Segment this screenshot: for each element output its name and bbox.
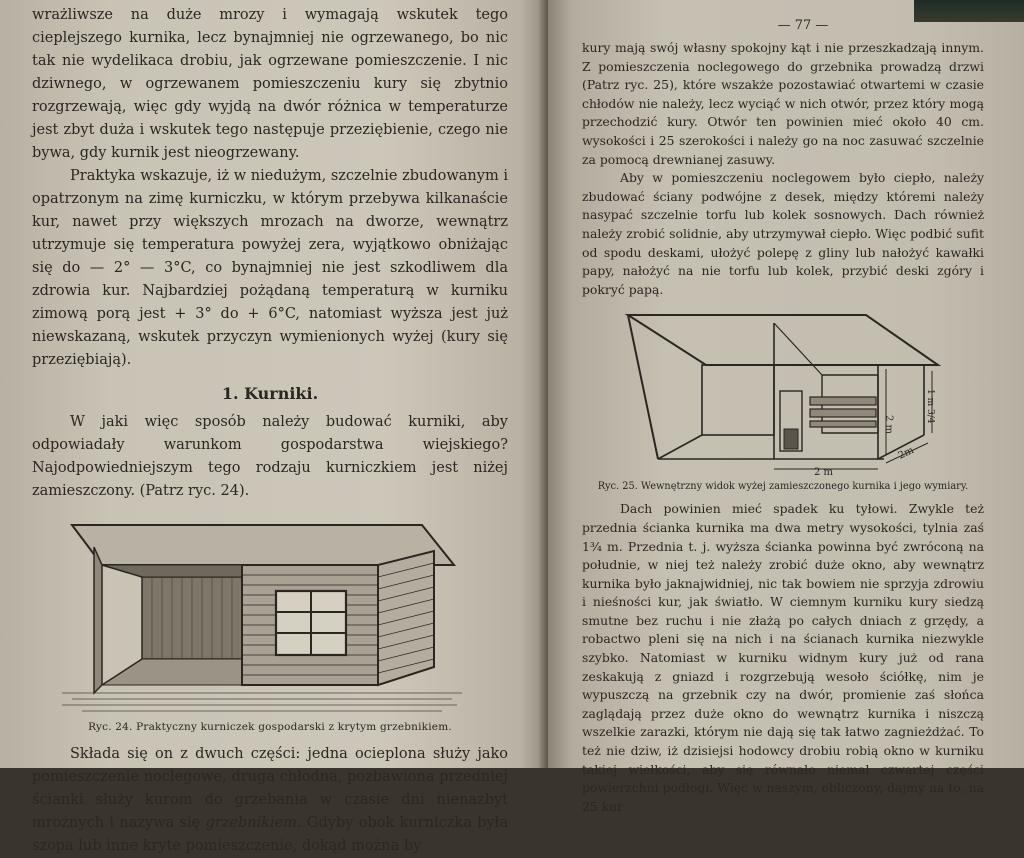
section-heading: 1. Kurniki. bbox=[221, 384, 319, 403]
dimension-label-depth: 2m bbox=[896, 445, 916, 463]
henhouse-interior-diagram bbox=[624, 309, 954, 477]
dimension-label-height: 1 m 3/4 bbox=[925, 389, 935, 424]
background-corner bbox=[914, 0, 1024, 22]
henhouse-exterior-illustration bbox=[62, 517, 472, 717]
emphasized-term: grzebnikiem. bbox=[205, 815, 302, 831]
paragraph: Aby w pomieszczeniu noclegowem było ciepło, należy zbudować ściany podwójne z desek, między któremi należy nasypać szczelnie torfu lub kolek sosnowych. Dach również należy zrobić solidnie, aby utrzymywał ciepło. Więc podbić sufit od spodu deskami, ułożyć polepę z gliny lub nałożyć kawałki papy, nałożyć na nie torfu lub kolek, przybić deski zgóry i pokryć papą. bbox=[582, 170, 984, 297]
paragraph: Dach powinien mieć spadek ku tyłowi. Zwykle też przednia ścianka kurnika ma dwa metry wysokości, tylnia zaś 1¾ m. Przednia t. j. wyższa ścianka powinna być zwróconą na południe, w niej też należy zrobić duże okno, aby wewnątrz kurnika było jaknajwidniej, nic tak bowiem nie sprzyja zdrowiu i nieśności kur, jak światło. W ciemnym kurniku kury siedzą smutne bez ruchu i nie złażą po całych dniach z grzędy, a robactwo pleni się na nich i na ścianach kurnika niezwykle szybko. Natomiast w kurniku widnym kury już od rana zeskakują z gniazd i rozgrzebują wesoło ściółkę, nim je wypuszczą na grzebnik czy na dwór, promienie zaś słońca zaglądają przez duże okno do wewnątrz kurnika i niszczą wszelkie zarazki, którym nie dają się tak łatwo zagnieżdżać. To też nie dziw, iż dzisiejsi hodowcy drobiu robią okno w kurniku takiej wielkości, aby się równało niemal czwartej części powierzchni podłogi. Więc w naszym, obliczony, dajmy na to, na 25 kur bbox=[582, 501, 984, 814]
paragraph bbox=[32, 743, 508, 858]
paragraph: Praktyka wskazuje, iż w niedużym, szczelnie zbudowanym i opatrzonym na zimę kurniczku, w którym przebywa kilkanaście kur, nawet przy większych mrozach na dworze, wewnątrz utrzymuje się temperatura powyżej zera, wyjątkowo obniżając się do — 2° — 3°C, co bynajmniej nie jest szkodliwem dla zdrowia kur. Najbardziej pożądaną temperaturą w kurniku zimową porą jest + 3° do + 6°C, natomiast wyższa jest już niewskazaną, wskutek przyczyn wymienionych wyżej (kury się przeziębiają). bbox=[32, 168, 508, 368]
figure-caption: Ryc. 24. Praktyczny kurniczek gospodarski z krytym grzebnikiem. bbox=[88, 721, 452, 733]
paragraph: W jaki więc sposób należy budować kurniki, aby odpowiadały warunkom gospodarstwa wiejskiego? Najodpowiedniejszym tego rodzaju kurniczkiem jest niżej zamieszczony. (Patrz ryc. 24). bbox=[32, 414, 508, 499]
page-number: — 77 — bbox=[777, 18, 829, 33]
paragraph: kury mają swój własny spokojny kąt i nie przeszkadzają innym. Z pomieszczenia noclegowego do grzebnika prowadzą drzwi (Patrz ryc. 25), które wszakże pozostawiać otwartemi w czasie chłodów nie należy, lecz wyciąć w nich otwór, przez który mogą przechodzić kury. Otwór ten powinien mieć około 40 cm. wysokości i 25 szerokości i należy go na noc zasuwać szczelnie za pomocą drewnianej zasuwy. bbox=[582, 40, 984, 167]
dimension-label-wall: 2 m bbox=[883, 415, 894, 435]
dimension-label-floor: 2 m bbox=[814, 467, 834, 479]
paragraph-text: Składa się on z dwuch części: jedna ocieplona służy jako pomieszczenie noclegowe, druga chłodna, pozbawiona przedniej ścianki służy kurom do grzebania w czasie dni nienazbyt mroźnych i nazywa się bbox=[32, 746, 508, 831]
figure-caption: Ryc. 25. Wewnętrzny widok wyżej zamieszczonego kurnika i jego wymiary. bbox=[597, 481, 969, 493]
right-page bbox=[548, 0, 1024, 814]
paragraph: wrażliwsze na duże mrozy i wymagają wskutek tego cieplejszego kurnika, lecz bynajmniej nie ogrzewanego, bo nic tak nie wydelikaca drobiu, jak ogrzewane pomieszczenie. I nic dziwnego, w ogrzewanem pomieszczeniu kury się zbytnio rozgrzewają, więc gdy wyjdą na dwór różnica w temperaturze jest zbyt duża i wskutek tego następuje przeziębienie, czego nie bywa, gdy kurnik jest nieogrzewany. bbox=[32, 7, 508, 161]
paragraph-text: Gdyby obok kurniczka była szopa lub inne kryte pomieszczenie, dokąd można by bbox=[32, 815, 508, 854]
